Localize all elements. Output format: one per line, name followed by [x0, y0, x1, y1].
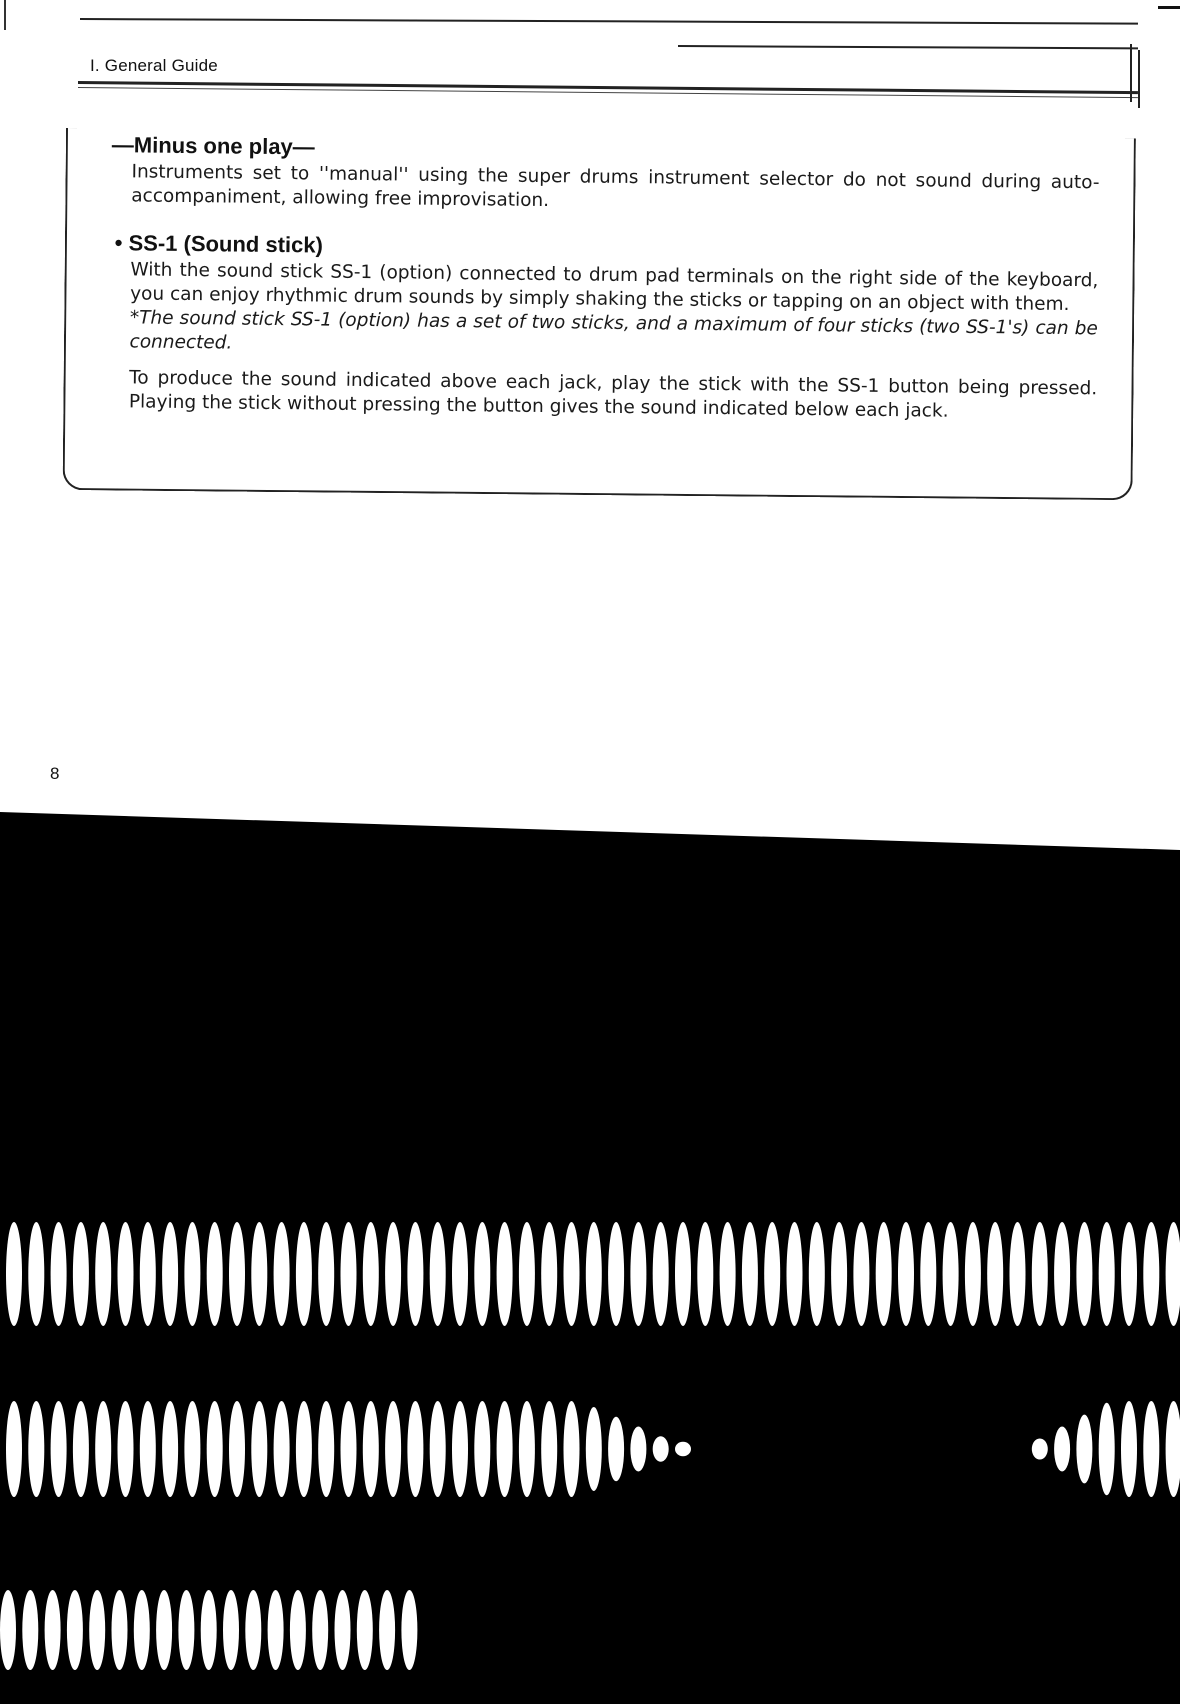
perforation-hole — [1054, 1222, 1070, 1326]
scan-corner-mark — [1158, 6, 1180, 9]
perforation-hole — [385, 1222, 401, 1326]
perforation-hole — [1143, 1222, 1159, 1326]
perforation-hole — [245, 1590, 261, 1670]
perforation-hole — [162, 1401, 178, 1497]
perforation-hole — [73, 1222, 89, 1326]
scan-edge-mark — [4, 0, 6, 30]
perforation-hole — [608, 1417, 624, 1481]
sound-stick-usage: To produce the sound indicated above each jack, play the stick with the SS-1 button being pressed. Playing the stick without pressing the button gives the sound indicated below each jack. — [128, 367, 1098, 422]
perforation-hole — [430, 1401, 446, 1497]
perforation-hole — [586, 1222, 602, 1326]
perforation-hole — [67, 1590, 83, 1670]
perforation-hole — [1121, 1401, 1137, 1497]
perforation-hole — [312, 1590, 328, 1670]
minus-one-text: Instruments set to ''manual'' using the super drums instrument selector do not sound during auto-accompaniment, allowing free improvisation. — [131, 161, 1100, 212]
perforation-hole — [1099, 1403, 1115, 1495]
perforation-hole — [1076, 1222, 1092, 1326]
scanned-black-band — [0, 812, 1188, 1704]
perforation-hole — [474, 1222, 490, 1326]
content-body — [97, 132, 1100, 425]
perforation-hole — [943, 1222, 959, 1326]
perforation-hole — [474, 1401, 490, 1497]
perforation-hole — [564, 1222, 580, 1326]
perforation-hole — [1010, 1222, 1026, 1326]
perforation-hole — [809, 1222, 825, 1326]
perforation-hole — [653, 1222, 669, 1326]
perforation-hole — [341, 1401, 357, 1497]
perforation-hole — [1032, 1222, 1048, 1326]
perforation-hole — [162, 1222, 178, 1326]
perforation-hole — [497, 1222, 513, 1326]
perforation-hole — [497, 1401, 513, 1497]
perforation-hole — [274, 1222, 290, 1326]
perforation-hole — [28, 1222, 44, 1326]
perforation-hole — [95, 1401, 111, 1497]
perforation-hole — [541, 1222, 557, 1326]
perforation-hole — [586, 1407, 602, 1491]
perforation-hole — [201, 1590, 217, 1670]
perforation-hole — [22, 1590, 38, 1670]
perforation-hole — [89, 1590, 105, 1670]
perforation-hole — [118, 1401, 134, 1497]
perforation-hole — [0, 1590, 16, 1670]
perforation-hole — [140, 1222, 156, 1326]
perforation-hole — [184, 1222, 200, 1326]
minus-one-heading: —Minus one play— — [111, 132, 315, 160]
perforation-hole — [831, 1222, 847, 1326]
perforation-hole — [452, 1401, 468, 1497]
section-label: I. General Guide — [90, 56, 218, 75]
perforation-hole — [363, 1401, 379, 1497]
perforation-hole — [1121, 1222, 1137, 1326]
perforation-hole — [296, 1222, 312, 1326]
perforation-hole — [697, 1222, 713, 1326]
perforation-hole — [742, 1222, 758, 1326]
perforation-hole — [223, 1590, 239, 1670]
perforation-hole — [608, 1222, 624, 1326]
perforation-hole — [407, 1401, 423, 1497]
perforation-hole — [45, 1590, 61, 1670]
sound-stick-text: With the sound stick SS-1 (option) connected to drum pad terminals on the right side of the keyboard, you can enjoy rhythmic drum sounds by simply shaking the sticks or tapping on an object with them. — [130, 259, 1099, 316]
perforation-hole — [251, 1401, 267, 1497]
perforation-hole — [787, 1222, 803, 1326]
perforation-hole — [675, 1222, 691, 1326]
perforation-hole — [274, 1401, 290, 1497]
perforation-hole — [318, 1222, 334, 1326]
perforation-hole — [112, 1590, 128, 1670]
perforation-hole — [1143, 1401, 1159, 1497]
sound-stick-heading: • SS-1 (Sound stick) — [114, 230, 324, 258]
perforation-hole — [1076, 1415, 1092, 1484]
perforation-hole — [965, 1222, 981, 1326]
perforation-hole — [898, 1222, 914, 1326]
perforation-hole — [541, 1401, 557, 1497]
perforation-hole — [519, 1222, 535, 1326]
perforation-hole — [357, 1590, 373, 1670]
perforation-hole — [140, 1401, 156, 1497]
perforation-hole — [51, 1401, 67, 1497]
perforation-hole — [134, 1590, 150, 1670]
perforation-hole — [229, 1401, 245, 1497]
perforation-hole — [51, 1222, 67, 1326]
perforation-hole — [407, 1222, 423, 1326]
top-rule — [80, 18, 1138, 25]
perforation-hole — [452, 1222, 468, 1326]
perforation-hole — [720, 1222, 736, 1326]
perforation-hole — [764, 1222, 780, 1326]
perforation-hole — [1166, 1401, 1182, 1497]
perforation-hole — [1054, 1427, 1070, 1472]
header-frame — [78, 44, 1140, 108]
perforation-hole — [207, 1222, 223, 1326]
perforation-hole — [564, 1401, 580, 1497]
perforation-hole — [385, 1401, 401, 1497]
perforation-hole — [290, 1590, 306, 1670]
perforation-hole — [118, 1222, 134, 1326]
perforation-hole — [401, 1590, 417, 1670]
perforation-hole — [229, 1222, 245, 1326]
perforation-hole — [95, 1222, 111, 1326]
perforation-hole — [430, 1222, 446, 1326]
perforation-hole — [653, 1436, 669, 1462]
perforation-hole — [630, 1426, 646, 1471]
perforation-hole — [853, 1222, 869, 1326]
perforation-hole — [335, 1590, 351, 1670]
perforation-hole — [1099, 1222, 1115, 1326]
perforation-hole — [251, 1222, 267, 1326]
perforation-hole — [630, 1222, 646, 1326]
perforation-hole — [1166, 1222, 1182, 1326]
perforation-hole — [6, 1401, 22, 1497]
perforation-hole — [341, 1222, 357, 1326]
perforation-hole — [318, 1401, 334, 1497]
perforation-hole — [379, 1590, 395, 1670]
perforation-hole — [987, 1222, 1003, 1326]
perforation-hole — [207, 1401, 223, 1497]
perforation-hole — [876, 1222, 892, 1326]
perforation-hole — [519, 1401, 535, 1497]
perforation-hole — [1032, 1438, 1048, 1459]
perforation-hole — [184, 1401, 200, 1497]
perforation-hole — [296, 1401, 312, 1497]
perforation-hole — [363, 1222, 379, 1326]
perforation-hole — [156, 1590, 172, 1670]
sound-stick-note: *The sound stick SS-1 (option) has a set of two sticks, and a maximum of four sticks (two SS-1's) can be connected. — [129, 307, 1098, 354]
perforation-hole — [675, 1442, 691, 1456]
perforation-hole — [73, 1401, 89, 1497]
perforation-hole — [178, 1590, 194, 1670]
perforation-hole — [6, 1222, 22, 1326]
perforation-hole — [28, 1401, 44, 1497]
page-number: 8 — [50, 764, 60, 783]
perforation-hole — [268, 1590, 284, 1670]
perforation-hole — [920, 1222, 936, 1326]
